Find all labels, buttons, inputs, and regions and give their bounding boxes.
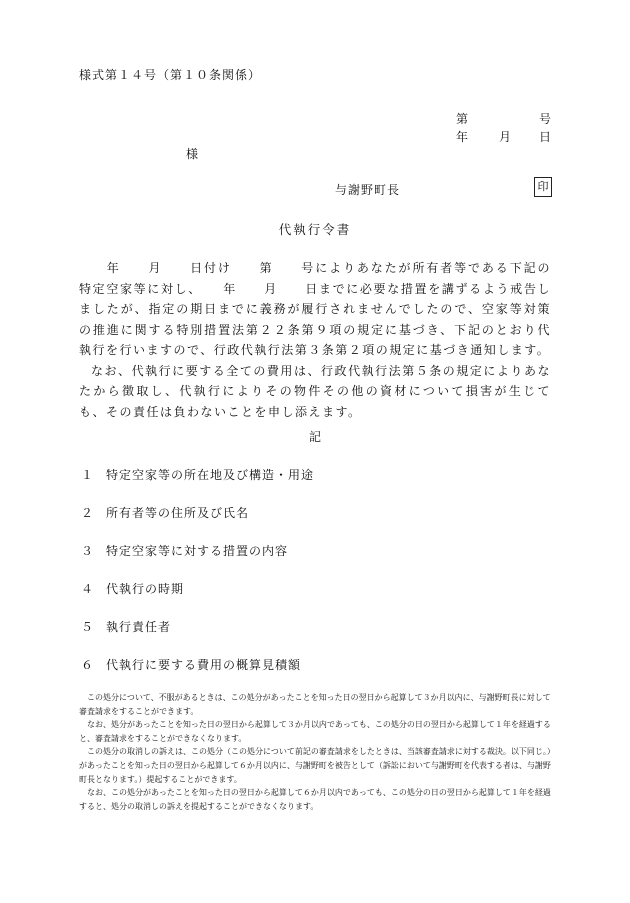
appeal-notes bbox=[79, 691, 554, 813]
list-item bbox=[81, 466, 314, 483]
note-paragraph: なお、処分があったことを知った日の翌日から起算して３か月以内であっても、この処分の日の翌日から起算して１年を経過すると、審査請求をすることができなくなります。 bbox=[79, 720, 551, 743]
item-text: 代執行の時期 bbox=[106, 582, 185, 596]
body-paragraph: 年 月 日付け 第 号によりあなたが所有者等である下記の特定空家等に対し、 年 月 日までに必要な措置を講ずるよう戒告しましたが、指定の期日までに義務が履行されませんでしたので、空家等対策の推進に関する特別措置法第２２条第９項の規定に基づき、下記のとおり代執行を行いますので、行政代執行法第３条第２項の規定に基づき通知します。 bbox=[79, 261, 551, 357]
day-label: 日 bbox=[539, 130, 552, 144]
body-paragraph: なお、代執行に要する全ての費用は、行政代執行法第５条の規定によりあなたから徴取し、代執行によりその物件その他の資材について損害が生じても、その責任は負わないことを申し添えます。 bbox=[79, 363, 551, 419]
note-paragraph: なお、この処分があったことを知った日の翌日から起算して６か月以内であっても、この処分の日の翌日から起算して１年を経過すると、処分の取消しの訴えを提起することができなくなります。 bbox=[79, 788, 551, 811]
month-label: 月 bbox=[499, 130, 512, 144]
note-paragraph: この処分について、不服があるときは、この処分があったことを知った日の翌日から起算して３か月以内に、与謝野町長に対して審査請求をすることができます。 bbox=[79, 693, 551, 716]
list-item bbox=[81, 504, 249, 521]
seal-mark: 印 bbox=[534, 177, 552, 197]
addressee: 様 bbox=[186, 147, 199, 161]
item-text: 執行責任者 bbox=[106, 620, 172, 634]
item-text: 特定空家等に対する措置の内容 bbox=[106, 544, 289, 558]
year-label: 年 bbox=[456, 130, 469, 144]
body-text bbox=[79, 258, 551, 422]
item-number: ４ bbox=[81, 582, 95, 596]
document-title: 代執行令書 bbox=[278, 222, 352, 237]
list-item bbox=[81, 542, 288, 559]
list-item bbox=[81, 656, 301, 673]
item-text: 特定空家等の所在地及び構造・用途 bbox=[106, 468, 315, 482]
item-number: ６ bbox=[81, 658, 95, 672]
form-number: 様式第１４号（第１０条関係） bbox=[79, 68, 262, 82]
list-item bbox=[81, 618, 171, 635]
issuer-name: 与謝野町長 bbox=[335, 183, 401, 197]
item-number: ２ bbox=[81, 506, 95, 520]
dai-label: 第 bbox=[456, 112, 469, 126]
item-text: 代執行に要する費用の概算見積額 bbox=[106, 658, 302, 672]
list-item bbox=[81, 580, 184, 597]
item-text: 所有者等の住所及び氏名 bbox=[106, 506, 250, 520]
item-number: ３ bbox=[81, 544, 95, 558]
item-number: １ bbox=[81, 468, 95, 482]
note-paragraph: この処分の取消しの訴えは、この処分（この処分について前記の審査請求をしたときは、当該審査請求に対する裁決。以下同じ。）があったことを知った日の翌日から起算して６か月以内に、与謝野町を被告として（訴訟において与謝野町を代表する者は、与謝野町長となります。）提起することができます。 bbox=[79, 747, 551, 784]
go-label: 号 bbox=[539, 112, 552, 126]
item-number: ５ bbox=[81, 620, 95, 634]
ki-heading: 記 bbox=[308, 430, 321, 444]
